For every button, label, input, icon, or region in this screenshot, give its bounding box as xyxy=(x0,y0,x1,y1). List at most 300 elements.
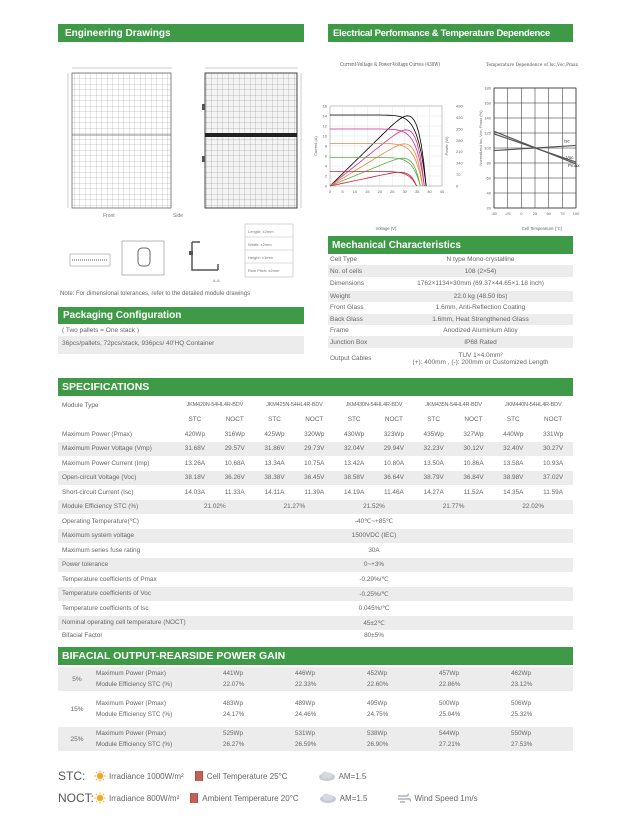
efficiency-label: Module Efficiency STC (%) xyxy=(62,503,139,511)
spec-value: 11.59A xyxy=(543,488,563,496)
spec-value: 430Wp xyxy=(343,430,365,438)
bifacial-col xyxy=(357,697,429,721)
spec-common-value: 1500VDC (IEC) xyxy=(351,532,397,540)
spec-value: 11.46A xyxy=(383,488,404,496)
stc-label: STC xyxy=(506,416,520,424)
spec-common-label: Bifacial Factor xyxy=(62,631,103,639)
spec-value: 36.26V xyxy=(224,474,245,482)
spec-value: 29.57V xyxy=(224,445,245,453)
bifacial-values xyxy=(213,727,573,751)
engineering-drawings xyxy=(58,46,304,301)
iv-y-tick: 8 xyxy=(324,143,327,149)
mech-value xyxy=(388,268,573,275)
noct-wind: Wind Speed 1m/s xyxy=(414,793,478,803)
bifacial-eff: 26.59% xyxy=(295,741,317,748)
iv-y-tick: 14 xyxy=(322,113,327,119)
spec-value: 11.39A xyxy=(304,488,325,496)
bifacial-col xyxy=(213,697,285,721)
spec-value: 11.33A xyxy=(224,488,245,496)
spec-value: 425Wp xyxy=(264,430,285,438)
spec-row xyxy=(58,442,573,457)
spec-common-row xyxy=(58,601,573,616)
iv-chart-title: Current-Voltage & Power-Voltage Curves (430W) xyxy=(340,62,469,68)
spec-value: 14.35A xyxy=(503,488,524,496)
spec-common-label: Operating Temperature(℃) xyxy=(62,518,140,526)
tolerance-note: Note: For dimensional tolerances, refer to the detailed module drawings xyxy=(60,291,251,297)
spec-value: 29.73V xyxy=(304,445,325,453)
bifacial-percent: 15% xyxy=(70,705,84,713)
spec-value: 38.79V xyxy=(423,474,444,482)
bifacial-eff: 22.60% xyxy=(367,681,389,688)
mech-key: Output Cables xyxy=(330,355,372,363)
mech-value-line: 1.6mm, Heat Strengthened Glass xyxy=(432,315,529,323)
iv-y2-tick: 490 xyxy=(456,103,463,109)
iv-y-tick: 4 xyxy=(324,163,327,169)
spec-value: 323Wp xyxy=(383,430,404,438)
mech-value-line: Anodized Aluminium Alloy xyxy=(443,327,518,335)
spec-value: 420Wp xyxy=(184,430,206,438)
mech-value-line: N type Mono-crystalline xyxy=(446,256,515,264)
spec-value: 14.27A xyxy=(423,488,444,496)
spec-common-row xyxy=(58,514,573,529)
spec-value: 36.84V xyxy=(463,474,484,482)
stc-key: STC: xyxy=(58,769,86,783)
spec-stc-noct-row xyxy=(58,413,573,428)
test-conditions-legend xyxy=(58,767,573,813)
spec-row-label: Open-circuit Voltage (Voc) xyxy=(62,474,137,482)
bifacial-power: 506Wp xyxy=(511,700,531,707)
spec-row xyxy=(58,427,573,442)
mech-value-line: IP68 Rated xyxy=(464,338,497,346)
efficiency-row xyxy=(58,500,573,515)
spec-common-value: -0.25%/℃ xyxy=(359,590,389,598)
model-name: JKM440N-54HL4R-BDV xyxy=(504,402,562,409)
spec-row xyxy=(58,485,573,500)
specifications-header: SPECIFICATIONS xyxy=(58,378,573,396)
iv-y2-tick: 210 xyxy=(456,149,463,155)
stc-am: AM=1.5 xyxy=(338,771,367,781)
pv-curve xyxy=(330,172,417,186)
cloud-icon xyxy=(319,792,337,804)
temp-y-tick: 160 xyxy=(484,100,491,106)
mech-row xyxy=(328,302,573,313)
mech-value-line: 108 (2×54) xyxy=(464,267,497,275)
bifacial-power: 538Wp xyxy=(367,730,387,737)
bifacial-col xyxy=(357,667,429,691)
noct-label: NOCT xyxy=(225,416,244,424)
iv-x-tick: 0 xyxy=(328,189,332,194)
spec-value: 10.75A xyxy=(304,459,325,467)
temp-x-tick: 0 xyxy=(520,211,523,216)
spec-common-value: 30A xyxy=(368,546,380,554)
bifacial-eff: 22.07% xyxy=(223,681,245,688)
spec-value: 10.68A xyxy=(224,459,245,467)
bifacial-col xyxy=(285,697,357,721)
bifacial-percent: 25% xyxy=(70,735,84,743)
electrical-header: Electrical Performance & Temperature Dependence xyxy=(328,24,573,42)
mech-row xyxy=(328,336,573,347)
spec-common-value: 45±2℃ xyxy=(363,619,385,627)
spec-value: 38.38V xyxy=(264,474,285,482)
spec-value: 38.18V xyxy=(184,474,206,482)
spec-common-value: -40℃~+85℃ xyxy=(354,518,394,526)
spec-value: 32.23V xyxy=(423,445,444,453)
spec-value: 10.86A xyxy=(463,459,484,467)
iv-curve xyxy=(330,115,426,186)
spec-common-label: Maximum series fuse rating xyxy=(62,546,141,554)
temperature-chart xyxy=(472,58,584,236)
iv-y2-tick: 280 xyxy=(456,137,463,143)
stc-label: STC xyxy=(347,416,361,424)
spec-value: 13.26A xyxy=(184,459,206,467)
iv-y-tick: 0 xyxy=(324,183,327,189)
noct-temperature: Ambient Temperature 20°C xyxy=(202,793,299,803)
stc-label: STC xyxy=(188,416,202,424)
bifacial-col xyxy=(429,727,501,751)
bifacial-eff-label: Module Efficiency STC (%) xyxy=(96,741,173,748)
spec-value: 30.27V xyxy=(542,445,564,453)
mech-key: Cell Type xyxy=(330,256,357,264)
side-label: Side xyxy=(173,213,184,219)
bifacial-eff-label: Module Efficiency STC (%) xyxy=(96,681,173,688)
iv-x-tick: 15 xyxy=(365,189,370,194)
spec-header-row xyxy=(58,398,573,413)
bifacial-col xyxy=(213,667,285,691)
iv-y-tick: 16 xyxy=(322,103,327,109)
section-label: A-A xyxy=(213,278,220,283)
spec-value: 320Wp xyxy=(304,430,325,438)
mechanical-header: Mechanical Characteristics xyxy=(328,236,573,254)
iv-x-tick: 10 xyxy=(352,189,358,194)
spec-value: 29.94V xyxy=(383,445,405,453)
bifacial-col xyxy=(429,697,501,721)
bifacial-power-label: Maximum Power (Pmax) xyxy=(96,670,166,677)
bifacial-eff-label: Module Efficiency STC (%) xyxy=(96,711,173,718)
spec-row-label: Maximum Power Voltage (Vmp) xyxy=(62,445,152,453)
bifacial-group xyxy=(58,667,573,691)
temp-y-tick: 100 xyxy=(484,145,491,151)
temp-x-tick: -25 xyxy=(504,211,511,216)
model-name: JKM425N-54HL4R-BDV xyxy=(266,402,323,409)
dim-height: Height: ±1mm xyxy=(248,255,273,260)
efficiency-value: 21.52% xyxy=(363,503,385,511)
spec-common-value: 0.045%/℃ xyxy=(358,605,390,613)
mech-row xyxy=(328,348,573,370)
bifacial-eff: 25.32% xyxy=(511,711,533,718)
noct-key: NOCT: xyxy=(58,791,94,805)
iv-y2-tick: 140 xyxy=(456,160,463,166)
bifacial-power-label: Maximum Power (Pmax) xyxy=(96,730,166,737)
sun-icon xyxy=(94,792,106,804)
spec-value: 38.98V xyxy=(503,474,524,482)
mech-value xyxy=(388,339,573,346)
iv-y-tick: 10 xyxy=(322,133,327,139)
spec-common-label: Temperature coefficients of Voc xyxy=(62,590,152,598)
packaging-sub: ( Two pallets = One stack ) xyxy=(62,327,140,334)
bifacial-percent: 5% xyxy=(72,675,82,683)
mech-row xyxy=(328,314,573,325)
bifacial-eff: 22.86% xyxy=(439,681,461,688)
detail-drawings xyxy=(70,241,218,275)
mech-value xyxy=(388,304,573,311)
mech-key: Dimensions xyxy=(330,280,364,288)
iv-curve xyxy=(330,144,423,187)
iv-xlabel: Voltage (V) xyxy=(375,226,397,231)
model-name: JKM420N-54HL4R-BDV xyxy=(186,402,244,409)
bifacial-power-label: Maximum Power (Pmax) xyxy=(96,700,166,707)
iv-x-tick: 45 xyxy=(439,189,445,194)
spec-value: 435Wp xyxy=(423,430,444,438)
bifacial-power: 525Wp xyxy=(223,730,243,737)
temp-chart-title: Temperature Dependence of Isc,Voc,Pmax xyxy=(486,62,579,68)
mech-value xyxy=(388,280,573,287)
pv-curve xyxy=(330,144,423,186)
back-view xyxy=(202,68,301,208)
spec-common-row xyxy=(58,558,573,573)
spec-common-label: Temperature coefficients of Isc xyxy=(62,604,149,612)
bifacial-col xyxy=(501,727,573,751)
iv-ylabel-right: Power (W) xyxy=(444,136,449,156)
mech-value-line-2: (+): 400mm , (-): 200mm or Customized Length xyxy=(412,358,549,366)
spec-value: 10.93A xyxy=(542,459,564,467)
model-name: JKM430N-54HL4R-BDV xyxy=(345,402,403,409)
cloud-icon xyxy=(318,770,336,782)
sun-icon xyxy=(94,770,106,782)
iv-y-tick: 12 xyxy=(322,123,327,129)
bifacial-values xyxy=(213,697,573,721)
mech-value xyxy=(388,352,573,366)
mech-value xyxy=(388,256,573,263)
bifacial-eff: 23.12% xyxy=(511,681,533,688)
bifacial-power: 483Wp xyxy=(223,700,243,707)
specifications-table xyxy=(58,398,573,640)
cell-icon xyxy=(194,770,204,782)
spec-value: 331Wp xyxy=(542,430,564,438)
module-type-label: Module Type xyxy=(62,401,99,409)
spec-value: 30.12V xyxy=(463,445,484,453)
bifacial-eff: 27.53% xyxy=(511,741,533,748)
dim-row-pitch: Row Pitch: ±2mm xyxy=(248,268,280,273)
bifacial-eff: 22.33% xyxy=(295,681,317,688)
temp-series-label: Voc xyxy=(566,155,574,161)
iv-y2-tick: 70 xyxy=(456,172,461,178)
temp-x-tick: 50 xyxy=(546,211,551,216)
spec-row-label: Maximum Power Current (Imp) xyxy=(62,459,150,467)
bifacial-eff: 26.27% xyxy=(223,741,245,748)
spec-value: 13.34A xyxy=(264,459,285,467)
temp-x-tick: 75 xyxy=(560,211,565,216)
spec-value: 10.80A xyxy=(383,459,405,467)
noct-irradiance: Irradiance 800W/m² xyxy=(109,793,180,803)
iv-x-tick: 30 xyxy=(402,189,407,194)
mech-key: No. of cells xyxy=(330,267,363,275)
bifacial-col xyxy=(213,727,285,751)
bifacial-power: 489Wp xyxy=(295,700,315,707)
spec-value: 440Wp xyxy=(503,430,524,438)
spec-common-value: -0.29%/℃ xyxy=(359,576,389,584)
spec-value: 14.11A xyxy=(264,488,285,496)
spec-value: 316Wp xyxy=(224,430,245,438)
pv-curve xyxy=(330,158,420,186)
mech-row xyxy=(328,265,573,276)
spec-common-row xyxy=(58,630,573,640)
mech-value-line: 1762×1134×30mm (69.37×44.65×1.18 inch) xyxy=(417,280,544,288)
spec-common-row xyxy=(58,529,573,544)
spec-value: 36.64V xyxy=(383,474,405,482)
bifacial-header: BIFACIAL OUTPUT-REARSIDE POWER GAIN xyxy=(58,647,573,665)
bifacial-power: 457Wp xyxy=(439,670,459,677)
spec-common-label: Temperature coefficients of Pmax xyxy=(62,575,157,583)
bifacial-labels xyxy=(96,697,213,721)
mech-value-line: TUV 1×4.0mm² xyxy=(458,351,503,359)
spec-row xyxy=(58,456,573,471)
temp-y-tick: 80 xyxy=(486,160,491,166)
temp-x-tick: 100 xyxy=(572,211,580,216)
spec-value: 13.58A xyxy=(503,459,524,467)
bifacial-power: 544Wp xyxy=(439,730,459,737)
bifacial-col xyxy=(429,667,501,691)
bifacial-group xyxy=(58,727,573,751)
spec-common-value: 0~+3% xyxy=(363,561,385,569)
iv-x-tick: 5 xyxy=(341,189,344,194)
iv-x-tick: 25 xyxy=(389,189,395,194)
temp-y-tick: 140 xyxy=(484,115,491,121)
spec-value: 13.42A xyxy=(343,459,365,467)
mech-value xyxy=(388,327,573,334)
mech-key: Frame xyxy=(330,327,349,335)
bifacial-eff: 26.90% xyxy=(367,741,389,748)
iv-y2-tick: 0 xyxy=(456,183,459,189)
spec-common-row xyxy=(58,616,573,631)
bifacial-power: 446Wp xyxy=(295,670,315,677)
spec-value: 327Wp xyxy=(463,430,484,438)
mech-row xyxy=(328,277,573,291)
mech-value-line: 1.6mm, Anti-Reflection Coating xyxy=(435,304,526,312)
temp-y-tick: 180 xyxy=(484,85,491,91)
temp-ylabel: Normalized Isc, Voc, Pmax (%) xyxy=(478,110,483,166)
front-label: Front xyxy=(103,213,115,219)
engineering-header: Engineering Drawings xyxy=(58,24,304,42)
stc-irradiance: Irradiance 1000W/m² xyxy=(109,771,184,781)
spec-value: 31.68V xyxy=(184,445,206,453)
spec-value: 32.04V xyxy=(343,445,365,453)
bifacial-power: 495Wp xyxy=(367,700,387,707)
mech-key: Front Glass xyxy=(330,304,364,312)
bifacial-col xyxy=(285,727,357,751)
spec-value: 14.19A xyxy=(343,488,365,496)
bifacial-col xyxy=(357,727,429,751)
spec-row xyxy=(58,471,573,486)
front-view xyxy=(68,68,172,208)
spec-common-label: Maximum system voltage xyxy=(62,532,135,540)
bifacial-eff: 27.21% xyxy=(439,741,461,748)
bifacial-power: 462Wp xyxy=(511,670,531,677)
dim-length: Length: ±2mm xyxy=(248,229,274,234)
temp-y-tick: 40 xyxy=(486,190,491,196)
bifacial-power: 531Wp xyxy=(295,730,315,737)
bifacial-power: 550Wp xyxy=(511,730,531,737)
bifacial-col xyxy=(285,667,357,691)
iv-ylabel: Current (A) xyxy=(313,136,318,156)
mech-value-line: 22.0 kg (48.50 lbs) xyxy=(453,292,508,300)
packaging-line: 36pcs/pallets, 72pcs/stack, 936pcs/ 40'HQ Container xyxy=(58,336,304,354)
wind-icon xyxy=(397,792,411,804)
spec-common-row xyxy=(58,587,573,602)
spec-value: 32.40V xyxy=(503,445,524,453)
efficiency-value: 21.77% xyxy=(442,503,465,511)
iv-y2-tick: 350 xyxy=(456,126,463,132)
temp-series-label: Isc xyxy=(564,138,570,144)
noct-label: NOCT xyxy=(305,416,324,424)
efficiency-value: 21.02% xyxy=(203,503,226,511)
noct-am: AM=1.5 xyxy=(339,793,368,803)
temp-x-tick: -50 xyxy=(491,211,497,216)
iv-y2-tick: 420 xyxy=(456,114,463,120)
bifacial-eff: 24.17% xyxy=(223,711,245,718)
iv-pv-chart xyxy=(312,58,472,236)
bifacial-eff: 24.46% xyxy=(295,711,317,718)
bifacial-eff: 25.04% xyxy=(439,711,461,718)
iv-x-tick: 40 xyxy=(427,189,432,194)
spec-row-label: Maximum Power (Pmax) xyxy=(62,430,132,438)
iv-x-tick: 20 xyxy=(377,189,383,194)
temp-xlabel: Cell Temperature (°C) xyxy=(521,226,563,231)
bifacial-col xyxy=(501,667,573,691)
bifacial-col xyxy=(501,697,573,721)
iv-y-tick: 6 xyxy=(324,153,327,159)
spec-common-label: Power tolerance xyxy=(62,561,109,569)
mech-row xyxy=(328,325,573,336)
bifacial-table xyxy=(58,667,573,751)
packaging-header: Packaging Configuration xyxy=(58,307,304,324)
spec-value: 38.58V xyxy=(343,474,365,482)
mech-key: Back Glass xyxy=(330,315,363,323)
model-name: JKM435N-54HL4R-BDV xyxy=(425,402,482,409)
spec-value: 14.03A xyxy=(184,488,206,496)
cell-icon xyxy=(189,792,199,804)
bifacial-labels xyxy=(96,667,213,691)
mech-value xyxy=(388,316,573,323)
spec-row-label: Short-circuit Current (Isc) xyxy=(62,488,134,496)
spec-common-row xyxy=(58,543,573,558)
spec-value: 11.52A xyxy=(463,488,484,496)
spec-value: 36.45V xyxy=(304,474,325,482)
temp-y-tick: 20 xyxy=(486,205,491,211)
bifacial-values xyxy=(213,667,573,691)
spec-value: 31.86V xyxy=(264,445,285,453)
bifacial-power: 500Wp xyxy=(439,700,459,707)
stc-label: STC xyxy=(427,416,441,424)
temp-y-tick: 120 xyxy=(484,130,491,136)
mech-key: Weight xyxy=(330,292,351,300)
spec-common-row xyxy=(58,572,573,587)
bifacial-power: 452Wp xyxy=(367,670,387,677)
stc-temperature: Cell Temperature 25°C xyxy=(206,771,288,781)
spec-common-value: 80±5% xyxy=(364,631,384,639)
spec-value: 37.02V xyxy=(542,474,564,482)
noct-label: NOCT xyxy=(544,416,563,424)
mech-value xyxy=(388,293,573,300)
spec-value: 13.50A xyxy=(423,459,444,467)
mech-row xyxy=(328,254,573,265)
stc-label: STC xyxy=(268,416,281,424)
spec-common-label: Nominal operating cell temperature (NOCT) xyxy=(62,619,186,627)
temp-y-tick: 60 xyxy=(486,175,491,181)
temp-x-tick: 25 xyxy=(532,211,538,216)
noct-label: NOCT xyxy=(384,416,403,424)
dim-width: Width: ±2mm xyxy=(248,242,272,247)
iv-y-tick: 2 xyxy=(324,173,327,179)
